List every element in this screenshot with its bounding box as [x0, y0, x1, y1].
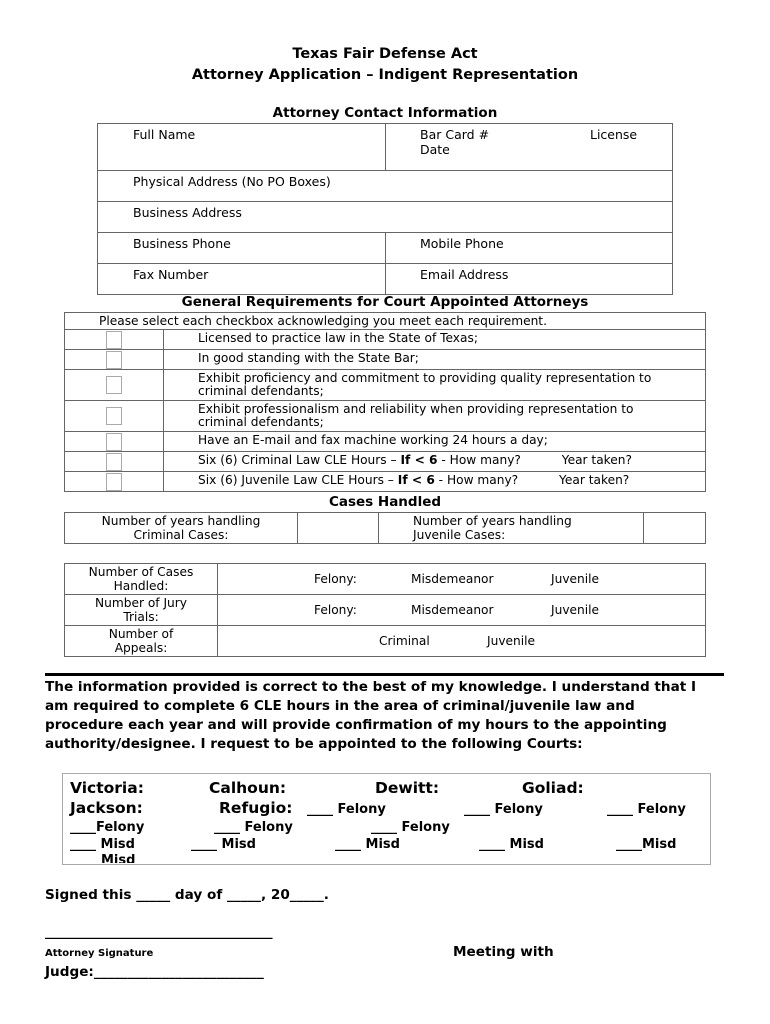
cases-handled-label: Number of Cases Handled:: [65, 564, 218, 595]
document-subtitle: Attorney Application – Indigent Representation: [191, 67, 579, 83]
meeting-with-label: Meeting with: [453, 944, 554, 960]
requirement-text-1: Licensed to practice law in the State of Texas;: [164, 330, 706, 350]
years-criminal-field[interactable]: [298, 513, 379, 544]
felony-option-refugio[interactable]: ____ Felony: [371, 820, 450, 835]
requirement-text-6: Six (6) Criminal Law CLE Hours – If < 6 - How many? Year taken?: [164, 452, 706, 472]
appeals-label: Number of Appeals:: [65, 626, 218, 657]
years-juvenile-label: Number of years handling Juvenile Cases:: [379, 513, 644, 544]
years-juvenile-field[interactable]: [644, 513, 706, 544]
requirements-instruction: Please select each checkbox acknowledging you meet each requirement.: [65, 313, 706, 330]
bar-card-field[interactable]: [386, 124, 673, 171]
courts-box: [62, 773, 711, 865]
felony-option-goliad[interactable]: ____ Felony: [464, 802, 543, 817]
business-address-label: Business Address: [133, 205, 242, 220]
felony-option-dewitt[interactable]: ____ Felony: [307, 802, 386, 817]
felony-option-jackson[interactable]: ____ Felony: [607, 802, 686, 817]
requirement-checkbox-3[interactable]: [65, 370, 164, 401]
years-criminal-label: Number of years handling Criminal Cases:: [65, 513, 298, 544]
full-name-field[interactable]: [98, 124, 386, 171]
requirement-checkbox-4[interactable]: [65, 401, 164, 432]
requirements-heading: General Requirements for Court Appointed Attorneys: [181, 294, 589, 310]
signature-line[interactable]: ___________________________________: [45, 925, 273, 940]
requirement-text-2: In good standing with the State Bar;: [164, 350, 706, 370]
requirement-checkbox-2[interactable]: [65, 350, 164, 370]
cases-heading: Cases Handled: [328, 494, 442, 510]
email-address-field[interactable]: [386, 264, 673, 295]
business-address-field[interactable]: [98, 202, 673, 233]
requirement-checkbox-7[interactable]: [65, 472, 164, 492]
misd-option-refugio[interactable]: Misd: [101, 853, 136, 863]
document-title: Texas Fair Defense Act: [292, 46, 478, 62]
mobile-phone-label: Mobile Phone: [420, 236, 504, 251]
felony-option-victoria[interactable]: ____Felony: [70, 820, 145, 835]
requirement-checkbox-1[interactable]: [65, 330, 164, 350]
certification-statement: The information provided is correct to the best of my knowledge. I understand that I am required to complete 6 CLE hours in the area of criminal/juvenile law and procedure each year and will provide confirmation of my hours to the appointing authority/designee. I request to be appointed to the following Courts:: [45, 679, 697, 752]
requirement-text-7: Six (6) Juvenile Law CLE Hours – If < 6 - How many? Year taken?: [164, 472, 706, 492]
fax-number-label: Fax Number: [133, 267, 209, 282]
jury-trials-field[interactable]: Felony: Misdemeanor Juvenile: [218, 595, 706, 626]
requirement-checkbox-5[interactable]: [65, 432, 164, 452]
license-label: License: [590, 127, 638, 142]
years-table: [64, 512, 706, 544]
felony-option-calhoun[interactable]: ____ Felony: [214, 820, 293, 835]
requirements-table: [64, 312, 706, 492]
misd-option-victoria[interactable]: ____ Misd: [70, 837, 135, 852]
cases-handled-field[interactable]: Felony: Misdemeanor Juvenile: [218, 564, 706, 595]
requirement-text-4: Exhibit professionalism and reliability when providing representation to criminal defendants;: [164, 401, 706, 432]
misd-option-jackson[interactable]: ____Misd: [616, 837, 677, 852]
misd-option-calhoun[interactable]: ____ Misd: [191, 837, 256, 852]
appeals-field[interactable]: Criminal Juvenile: [218, 626, 706, 657]
requirement-text-5: Have an E-mail and fax machine working 24 hours a day;: [164, 432, 706, 452]
business-phone-field[interactable]: [98, 233, 386, 264]
mobile-phone-field[interactable]: [386, 233, 673, 264]
court-goliad: Goliad:: [522, 779, 584, 797]
judge-line[interactable]: Judge:_________________________: [45, 964, 264, 980]
business-phone-label: Business Phone: [133, 236, 231, 251]
court-jackson: Jackson:: [70, 799, 143, 817]
requirement-text-3: Exhibit proficiency and commitment to providing quality representation to criminal defendants;: [164, 370, 706, 401]
bar-card-label: Bar Card #: [420, 127, 490, 142]
court-calhoun: Calhoun:: [209, 779, 287, 797]
physical-address-label: Physical Address (No PO Boxes): [133, 174, 331, 189]
signed-date-line[interactable]: Signed this _____ day of _____, 20_____.: [45, 887, 329, 903]
case-counts-table: [64, 563, 706, 657]
physical-address-field[interactable]: [98, 171, 673, 202]
court-dewitt: Dewitt:: [375, 779, 440, 797]
full-name-label: Full Name: [133, 127, 196, 142]
requirement-checkbox-6[interactable]: [65, 452, 164, 472]
section-divider: [45, 673, 724, 676]
contact-heading: Attorney Contact Information: [272, 105, 498, 121]
jury-trials-label: Number of Jury Trials:: [65, 595, 218, 626]
contact-table: [97, 123, 673, 295]
misd-option-dewitt[interactable]: ____ Misd: [335, 837, 400, 852]
misd-option-goliad[interactable]: ____ Misd: [479, 837, 544, 852]
date-label: Date: [420, 142, 450, 157]
email-address-label: Email Address: [420, 267, 509, 282]
court-victoria: Victoria:: [70, 779, 144, 797]
attorney-signature-label: Attorney Signature: [45, 948, 154, 959]
court-refugio: Refugio:: [219, 799, 293, 817]
fax-number-field[interactable]: [98, 264, 386, 295]
